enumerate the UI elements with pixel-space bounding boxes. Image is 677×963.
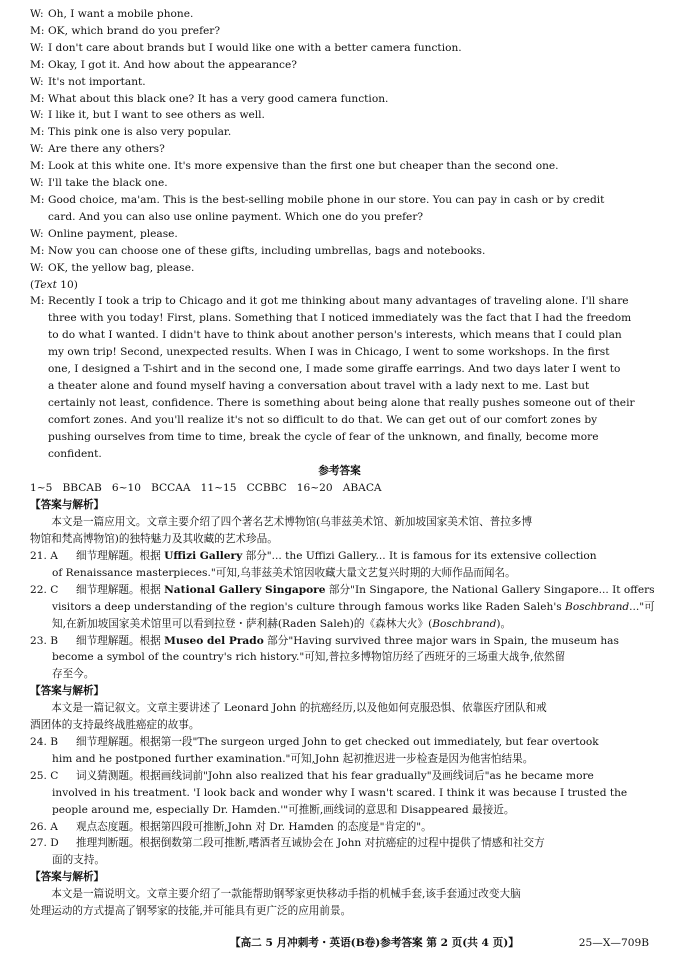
utterance: I like it, but I want to see others as well. (48, 109, 265, 122)
utterance: Okay, I got it. And how about the appearance? (48, 58, 297, 71)
speaker: M: (30, 244, 45, 257)
monologue-line: certainly not least, confidence. There is something about being alone that really pushes someone out of their (48, 396, 635, 409)
monologue-line: comfort zones. And you'll realize it's not so difficult to do that. We can get out of our comfort zones by (48, 413, 598, 426)
section-intro: 本文是一篇应用文。文章主要介绍了四个著名艺术博物馆(乌菲兹美术馆、新加坡国家美术馆、普拉多博 (51, 516, 533, 529)
question-continuation: 面的支持。 (52, 854, 105, 867)
utterance: Good choice, ma'am. This is the best-selling mobile phone in our store. You can pay in cash or by credit (48, 193, 605, 206)
dialogue-line (30, 107, 649, 124)
continuation-text: ..."可 (629, 600, 655, 613)
speaker: M: (30, 58, 45, 71)
dialogue-line (30, 243, 649, 260)
question-text (76, 548, 649, 565)
continuation-text: )。 (496, 617, 512, 630)
utterance: It's not important. (48, 75, 146, 88)
speaker: M: (30, 295, 45, 308)
speaker: M: (30, 24, 45, 37)
question-item (30, 734, 649, 751)
question-number: 25. C (30, 769, 59, 782)
utterance: What about this black one? It has a very good camera function. (48, 92, 389, 105)
question-text-pre: 细节理解题。根据 (76, 583, 165, 596)
speaker: W: (30, 8, 44, 20)
speaker: M: (30, 193, 45, 206)
utterance: Oh, I want a mobile phone. (48, 8, 194, 20)
section-intro: 物馆和梵高博物馆)的独特魅力及其收藏的艺术珍品。 (30, 533, 278, 546)
text10 (30, 277, 649, 463)
utterance: This pink one is also very popular. (48, 126, 232, 139)
question-continuation: become a symbol of the country's rich history."可知,普拉多博物馆历经了西班牙的三场重大战争,依然留 (52, 651, 566, 664)
speaker: M: (30, 160, 45, 173)
analysis-section (30, 869, 649, 920)
utterance: I'll take the black one. (48, 177, 168, 190)
question-continuation: 存至今。 (52, 668, 95, 681)
dialogue-line (30, 57, 649, 74)
question-item (30, 633, 649, 650)
continuation-text: visitors a deep understanding of the region's culture through famous works like Raden Saleh's (52, 600, 566, 613)
section-intro: 本文是一篇说明文。文章主要介绍了一款能帮助钢琴家更快移动手指的机械手套,该手套通过改变大脑 (51, 888, 521, 901)
dialogue-line (30, 175, 649, 192)
dialogue-line (30, 124, 649, 141)
section-header: 【答案与解析】 (30, 685, 105, 698)
question-number: 23. B (30, 634, 58, 647)
question-continuation (30, 599, 655, 616)
artwork-title: Boschbrand (565, 600, 630, 613)
question-text-post: 部分"... the Uffizi Gallery... It is famous for its extensive collection (242, 550, 597, 562)
speaker: W: (30, 143, 44, 156)
question-text: 词义猜测题。根据画线词前"John also realized that his fear gradually"及画线词后"as he became more (76, 769, 594, 782)
question-text-post: 部分"Having survived three major wars in Spain, the museum has (263, 634, 619, 647)
section-intro: 酒团体的支持最终战胜癌症的故事。 (30, 719, 200, 732)
dialogue-line (30, 6, 649, 23)
section-intro: 处理运动的方式提高了钢琴家的技能,并可能具有更广泛的应用前景。 (30, 905, 352, 918)
dialogue-line (30, 260, 649, 277)
dialogue-line (30, 192, 649, 209)
question-text (76, 633, 649, 650)
speaker: W: (30, 41, 44, 54)
section-header: 【答案与解析】 (30, 871, 105, 884)
dialogue-line (30, 40, 649, 57)
monologue-line: confident. (48, 447, 102, 460)
dialogue-line (30, 23, 649, 40)
question-continuation: of Renaissance masterpieces."可知,乌菲兹美术馆因收藏大量文艺复兴时期的大师作品而闻名。 (52, 566, 516, 579)
utterance-continuation: card. And you can also use online payment. Which one do you prefer? (48, 210, 424, 223)
text10-label (30, 277, 649, 294)
question-text: 推理判断题。根据倒数第二段可推断,嗜酒者互诫协会在 John 对抗癌症的过程中提供了情感和社交方 (76, 837, 545, 850)
monologue-line: pushing ourselves from time to time, break the cycle of fear of the unknown, and finally, become more (48, 430, 599, 443)
utterance: OK, which brand do you prefer? (48, 24, 220, 37)
footer-title: 【高二 5 月冲刺考・英语(B卷)参考答案 第 2 页(共 4 页)】 (230, 937, 519, 949)
question-number: 27. D (30, 837, 59, 850)
speaker: W: (30, 75, 44, 88)
speaker: W: (30, 177, 44, 190)
label-close: 10) (56, 278, 78, 291)
question-text-pre: 细节理解题。根据 (76, 550, 165, 562)
question-keyword: Museo del Prado (164, 634, 264, 647)
question-number: 21. A (30, 550, 58, 562)
question-text (76, 582, 655, 599)
question-keyword: Uffizi Gallery (164, 550, 243, 562)
footer-code: 25—X—709B (578, 937, 649, 949)
speaker: W: (30, 109, 44, 122)
utterance: I don't care about brands but I would like one with a better camera function. (48, 41, 462, 54)
speaker: W: (30, 261, 44, 274)
answer-key: 1~5 BBCAB 6~10 BCCAA 11~15 CCBBC 16~20 ABACA (30, 482, 382, 495)
question-continuation (30, 616, 649, 633)
utterance: Online payment, please. (48, 227, 178, 240)
question-text-pre: 细节理解题。根据 (76, 634, 165, 647)
question-continuation: him and he postponed further examination."可知,John 起初推迟进一步检查是因为他害怕结果。 (52, 752, 534, 765)
question-number: 24. B (30, 735, 58, 748)
utterance: Are there any others? (48, 143, 165, 156)
label-open: ( (30, 278, 35, 291)
label-text: Text (34, 278, 57, 291)
question-item (30, 819, 649, 836)
dialogue-line (30, 226, 649, 243)
speaker: W: (30, 227, 44, 240)
speaker: M: (30, 92, 45, 105)
answers-title: 参考答案 (318, 465, 361, 478)
question-item (30, 835, 649, 852)
monologue-line: one, I designed a T-shirt and in the second one, I made some giraffe earrings. And two days later I went to (48, 363, 621, 376)
dialogue-line (30, 141, 649, 158)
section-header: 【答案与解析】 (30, 499, 105, 512)
artwork-title: Boschbrand (432, 617, 497, 630)
monologue-line: my own trip! Second, unexpected results. When I was in Chicago, I went to some workshops. In the first (48, 346, 610, 359)
utterance: Look at this white one. It's more expensive than the first one but cheaper than the second one. (48, 160, 559, 173)
question-item (30, 582, 655, 599)
dialogue-line (30, 158, 649, 175)
monologue-line: Recently I took a trip to Chicago and it got me thinking about many advantages of traveling alone. I'll share (48, 295, 629, 308)
dialogue-line (30, 91, 649, 108)
utterance: Now you can choose one of these gifts, including umbrellas, bags and notebooks. (48, 244, 486, 257)
continuation-text: 知,在新加坡国家美术馆里可以看到拉登・萨利赫(Raden Saleh)的《森林大火》( (52, 617, 433, 630)
utterance: OK, the yellow bag, please. (48, 261, 195, 274)
question-number: 26. A (30, 820, 58, 833)
question-number: 22. C (30, 583, 59, 596)
monologue-line: a theater alone and found myself having a conversation about travel with a lady next to me. Last but (48, 379, 590, 392)
analysis-section (30, 683, 649, 869)
question-text: 细节理解题。根据第一段"The surgeon urged John to get checked out immediately, but fear overtook (76, 735, 599, 748)
page-footer (0, 935, 649, 952)
speaker: M: (30, 126, 45, 139)
analysis-section (30, 497, 655, 683)
dialogue-line (30, 74, 649, 91)
section-intro: 本文是一篇记叙文。文章主要讲述了 Leonard John 的抗癌经历,以及他如何克服恐惧、依靠医疗团队和戒 (51, 702, 547, 715)
monologue-line: three with you today! First, plans. Something that I noticed immediately was the fact that I had the freedom (48, 312, 632, 325)
question-continuation: people around me, especially Dr. Hamden.'"可推断,画线词的意思和 Disappeared 最接近。 (52, 803, 515, 816)
dialogue (30, 6, 649, 277)
question-continuation: involved in his treatment. 'I look back and wonder why I wasn't scared. I think it was because I trusted the (52, 786, 628, 799)
question-text-post: 部分"In Singapore, the National Gallery Singapore... It offers (325, 583, 655, 596)
question-item (30, 768, 649, 785)
dialogue-line (30, 293, 649, 310)
question-item (30, 548, 649, 565)
monologue-line: to do what I wanted. I didn't have to think about another person's interests, which means that I could plan (48, 329, 622, 342)
question-keyword: National Gallery Singapore (164, 583, 326, 596)
question-text: 观点态度题。根据第四段可推断,John 对 Dr. Hamden 的态度是"肯定的"。 (76, 820, 432, 833)
